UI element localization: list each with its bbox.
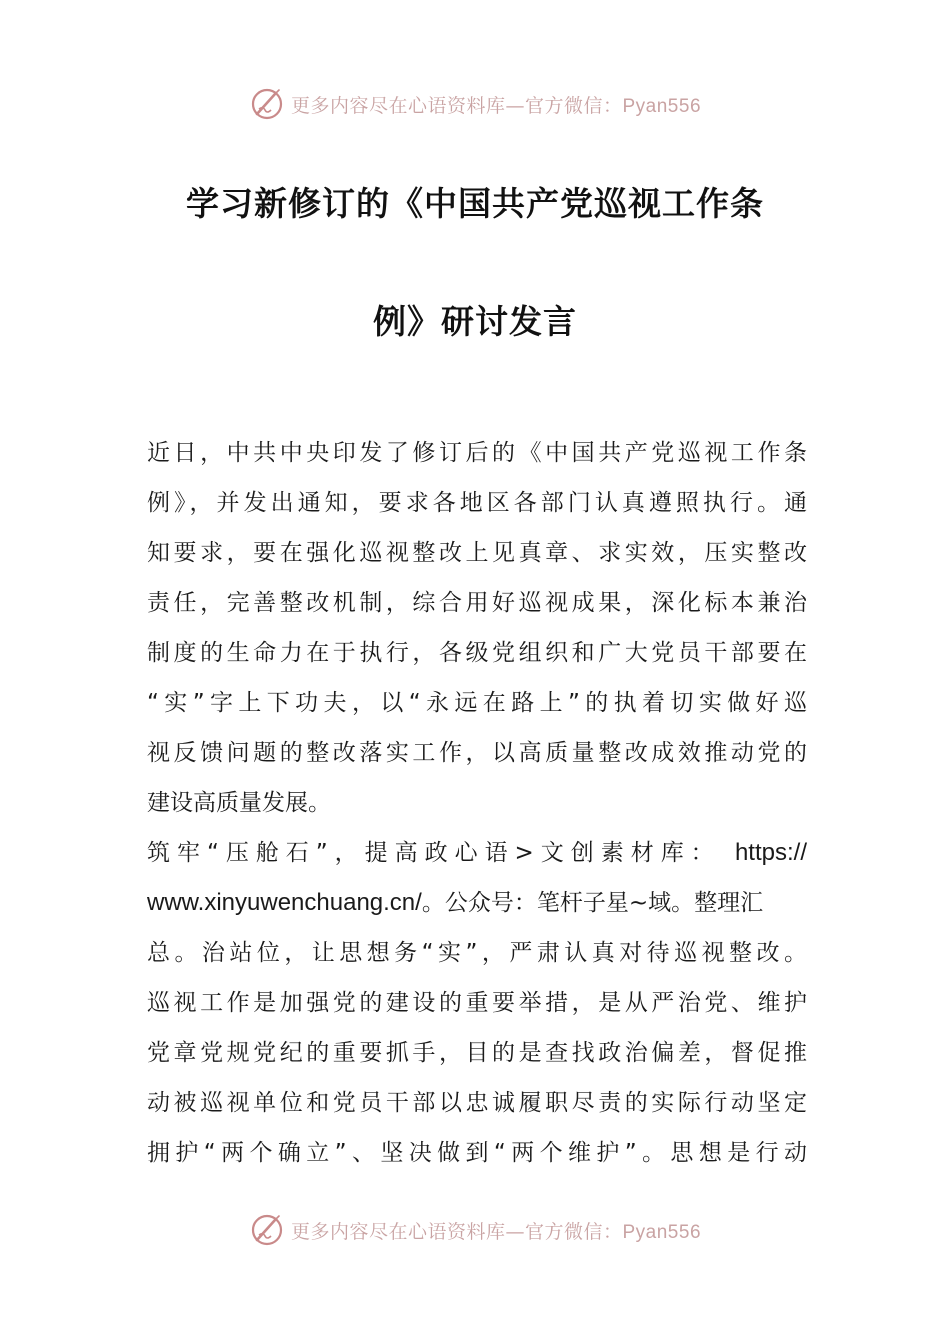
promo-text-suffix: 。公众号：笔杆子星~域。整理汇 xyxy=(421,890,764,916)
watermark-wechat-id: Pyan556 xyxy=(622,95,702,117)
footer-watermark xyxy=(0,1210,950,1250)
watermark-label: 更多内容尽在心语资料库—官方微信： xyxy=(290,1220,623,1243)
header-watermark xyxy=(0,84,950,124)
watermark-wechat-id: Pyan556 xyxy=(622,1221,702,1243)
paragraph-line: 党章党规党纪的重要抓手，目的是查找政治偏差，督促推 xyxy=(147,1040,807,1066)
watermark-label: 更多内容尽在心语资料库—官方微信： xyxy=(290,94,623,117)
document-title-line-2: 例》研讨发言 xyxy=(373,302,577,341)
paragraph-line-with-link xyxy=(147,878,807,928)
paragraph-line: 视反馈问题的整改落实工作，以高质量整改成效推动党的 xyxy=(147,740,807,766)
document-body xyxy=(147,428,807,1178)
promo-text: 筑牢“压舱石”，提高政心语>文创素材库： xyxy=(147,840,721,866)
paragraph-line: 知要求，要在强化巡视整改上见真章、求实效，压实整改 xyxy=(147,540,807,566)
paragraph-line: 建设高质量发展。 xyxy=(147,790,331,816)
website-link-part-2[interactable]: www.xinyuwenchuang.cn/ xyxy=(147,889,422,916)
watermark-text xyxy=(291,1217,701,1244)
paragraph-line: “实”字上下功夫，以“永远在路上”的执着切实做好巡 xyxy=(147,690,807,716)
website-link-part-1[interactable]: https:// xyxy=(734,839,807,866)
paragraph-line: 巡视工作是加强党的建设的重要举措，是从严治党、维护 xyxy=(147,990,807,1016)
paragraph-line: 责任，完善整改机制，综合用好巡视成果，深化标本兼治 xyxy=(147,590,807,616)
document-title-line-1: 学习新修订的《中国共产党巡视工作条 xyxy=(186,184,764,223)
paragraph-line-with-link xyxy=(147,828,807,878)
paragraph-line: 近日，中共中央印发了修订后的《中国共产党巡视工作条 xyxy=(147,440,807,466)
paragraph-line: 例》，并发出通知，要求各地区各部门认真遵照执行。通 xyxy=(147,490,807,516)
pen-logo-icon xyxy=(249,86,285,122)
pen-logo-icon xyxy=(249,1212,285,1248)
paragraph-line: 总。治站位，让思想务“实”，严肃认真对待巡视整改。 xyxy=(147,940,807,966)
watermark-text xyxy=(291,91,701,118)
paragraph-line: 制度的生命力在于执行，各级党组织和广大党员干部要在 xyxy=(147,640,807,666)
paragraph-line: 拥护“两个确立”、坚决做到“两个维护”。思想是行动 xyxy=(147,1140,807,1166)
paragraph-line: 动被巡视单位和党员干部以忠诚履职尽责的实际行动坚定 xyxy=(147,1090,807,1116)
